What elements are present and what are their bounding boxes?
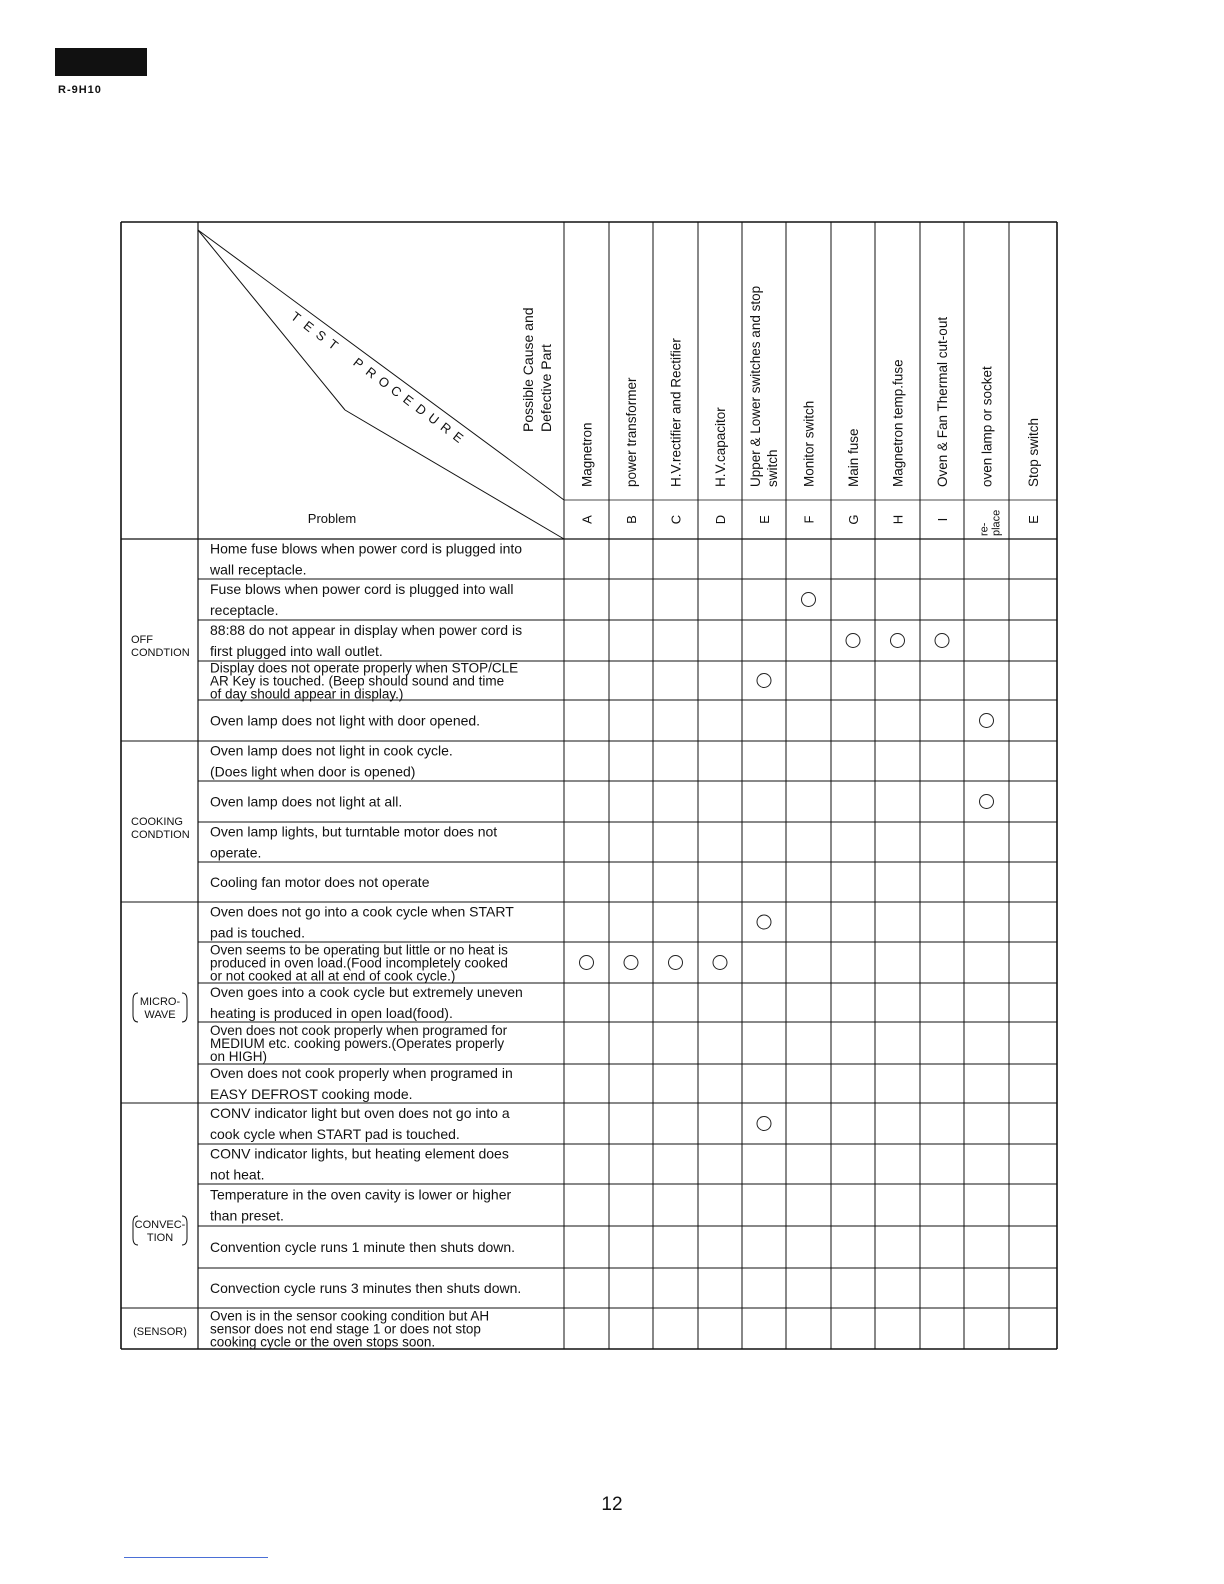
problem-text: sensor does not end stage 1 or does not stop	[210, 1321, 481, 1337]
group-bracket-left	[133, 993, 138, 1022]
problem-text: first plugged into wall outlet.	[210, 643, 383, 659]
test-procedure-letter: E	[300, 317, 317, 335]
column-code: E	[757, 515, 772, 524]
group-bracket-right	[182, 993, 187, 1022]
column-header: Magnetron	[579, 422, 595, 487]
column-header-line: Upper & Lower switches and stop	[748, 285, 763, 487]
group-label: (SENSOR)	[133, 1326, 187, 1338]
column-code: H	[890, 514, 906, 525]
column-header: Stop switch	[1026, 417, 1041, 487]
column-header: Oven & Fan Thermal cut-out	[935, 316, 950, 487]
header-label-line1: Possible Cause and	[520, 307, 536, 432]
header-label	[520, 307, 554, 432]
problem-text: Temperature in the oven cavity is lower or higher	[210, 1186, 512, 1203]
problem-text: receptacle.	[210, 602, 279, 618]
problem-text: Fuse blows when power cord is plugged into wall	[210, 581, 514, 597]
problem-text: cooking cycle or the oven stops soon.	[210, 1334, 436, 1350]
problem-text: Cooling fan motor does not operate	[210, 874, 430, 890]
problem-label: Problem	[307, 511, 357, 526]
problem-text: Oven does not go into a cook cycle when START	[210, 903, 514, 920]
problem-text: Convection cycle runs 3 minutes then shuts down.	[210, 1280, 522, 1296]
problem-text: Oven lamp does not light in cook cycle.	[210, 742, 453, 759]
cause-mark	[757, 674, 771, 688]
cause-mark	[757, 915, 771, 929]
column-header	[748, 286, 780, 487]
cause-mark	[980, 795, 994, 809]
problem-text: than preset.	[210, 1207, 284, 1224]
column-code: A	[579, 515, 595, 524]
problem-text: Oven lamp does not light at all.	[210, 793, 403, 810]
cause-mark	[935, 634, 949, 648]
cause-mark	[624, 956, 638, 970]
problem-text: produced in oven load.(Food incompletely cooked	[210, 955, 508, 971]
problem-text: Oven seems to be operating but little or no heat is	[210, 942, 508, 958]
test-procedure-letter: R	[362, 363, 380, 382]
group-label: MICRO-	[139, 996, 181, 1008]
group-label: OFF	[131, 634, 153, 646]
problem-text: (Does light when door is opened)	[210, 763, 416, 780]
model-number: R-9H10	[58, 84, 102, 96]
column-header: oven lamp or socket	[979, 366, 995, 487]
test-procedure-letter: R	[437, 419, 455, 437]
footer-rule	[124, 1557, 268, 1558]
test-procedure-letter: S	[313, 327, 330, 345]
cause-mark	[580, 956, 594, 970]
column-code	[979, 510, 1003, 536]
cause-mark	[802, 593, 816, 607]
problem-text: AR Key is touched. (Beep should sound and time	[210, 673, 505, 689]
test-procedure-letter: C	[387, 382, 405, 400]
problem-text: EASY DEFROST cooking mode.	[210, 1086, 413, 1102]
cause-mark	[713, 956, 727, 970]
problem-text: CONV indicator lights, but heating element does	[210, 1145, 509, 1162]
column-code-line: re-	[978, 522, 991, 536]
problem-text: pad is touched.	[210, 924, 305, 941]
problem-text: Oven does not cook properly when programed for	[210, 1023, 508, 1038]
test-procedure-letter: O	[375, 373, 393, 392]
header-label-line2: Defective Part	[538, 344, 554, 432]
problem-text: Oven lamp lights, but turntable motor does not	[210, 823, 498, 840]
group-label: WAVE	[144, 1009, 176, 1021]
group-label: CONVEC-	[134, 1219, 186, 1231]
column-header: H.V.rectifier and Rectifier	[668, 338, 684, 487]
problem-text: Convention cycle runs 1 minute then shuts down.	[210, 1239, 516, 1255]
problem-text: operate.	[210, 844, 262, 861]
problem-text: Oven does not cook properly when programed in	[210, 1065, 513, 1081]
problem-text: cook cycle when START pad is touched.	[210, 1126, 460, 1142]
problem-text: 88:88 do not appear in display when power cord is	[210, 622, 523, 638]
test-procedure-letter: E	[450, 428, 467, 446]
problem-text: on HIGH)	[210, 1049, 268, 1064]
problem-text: Display does not operate properly when STOP/CLE	[210, 660, 519, 676]
cause-mark	[669, 956, 683, 970]
problem-text: of day should appear in display.)	[210, 686, 404, 702]
column-code: C	[668, 514, 684, 525]
column-header-line: switch	[765, 449, 780, 487]
problem-text: or not cooked at all at end of cook cycle.)	[210, 968, 456, 984]
column-code: F	[801, 515, 817, 524]
cause-mark	[846, 634, 860, 648]
column-code: I	[935, 517, 950, 522]
cause-mark	[980, 714, 994, 728]
problem-text: MEDIUM etc. cooking powers.(Operates properly	[210, 1036, 505, 1051]
column-header: Magnetron temp.fuse	[890, 359, 906, 487]
problem-text: wall receptacle.	[210, 561, 307, 578]
column-code: E	[1026, 515, 1041, 524]
test-procedure-letter: P	[350, 354, 367, 372]
test-procedure-letter: T	[288, 308, 304, 326]
column-header: Monitor switch	[801, 400, 817, 487]
column-code: D	[713, 514, 728, 525]
test-procedure-letter: T	[325, 336, 342, 353]
column-header: Main fuse	[846, 428, 861, 487]
problem-text: CONV indicator light but oven does not go into a	[210, 1105, 510, 1121]
column-header: power transformer	[624, 377, 639, 487]
group-label: COOKING	[131, 816, 183, 828]
cause-mark	[891, 634, 905, 648]
problem-text: not heat.	[210, 1166, 265, 1183]
test-procedure-letter: E	[400, 391, 417, 409]
group-label: CONDTION	[131, 647, 190, 659]
diagonal-main	[198, 230, 564, 500]
column-code-line: place	[990, 509, 1003, 536]
page-number: 12	[601, 1494, 623, 1515]
test-procedure-letter: U	[425, 410, 442, 428]
column-code: G	[846, 514, 861, 525]
column-header: H.V.capacitor	[713, 407, 728, 487]
group-label: CONDTION	[131, 829, 190, 841]
problem-text: Oven goes into a cook cycle but extremely uneven	[210, 984, 523, 1000]
diagonal-upper	[198, 230, 345, 410]
group-label: TION	[146, 1232, 174, 1244]
problem-text: Oven lamp does not light with door opened.	[210, 712, 481, 729]
cause-mark	[757, 1117, 771, 1131]
problem-text: Home fuse blows when power cord is plugged into	[210, 540, 523, 557]
problem-text: Oven is in the sensor cooking condition but AH	[210, 1308, 490, 1324]
test-procedure-letter: D	[412, 400, 430, 419]
column-code: B	[624, 515, 639, 524]
problem-text: heating is produced in open load(food).	[210, 1005, 453, 1021]
